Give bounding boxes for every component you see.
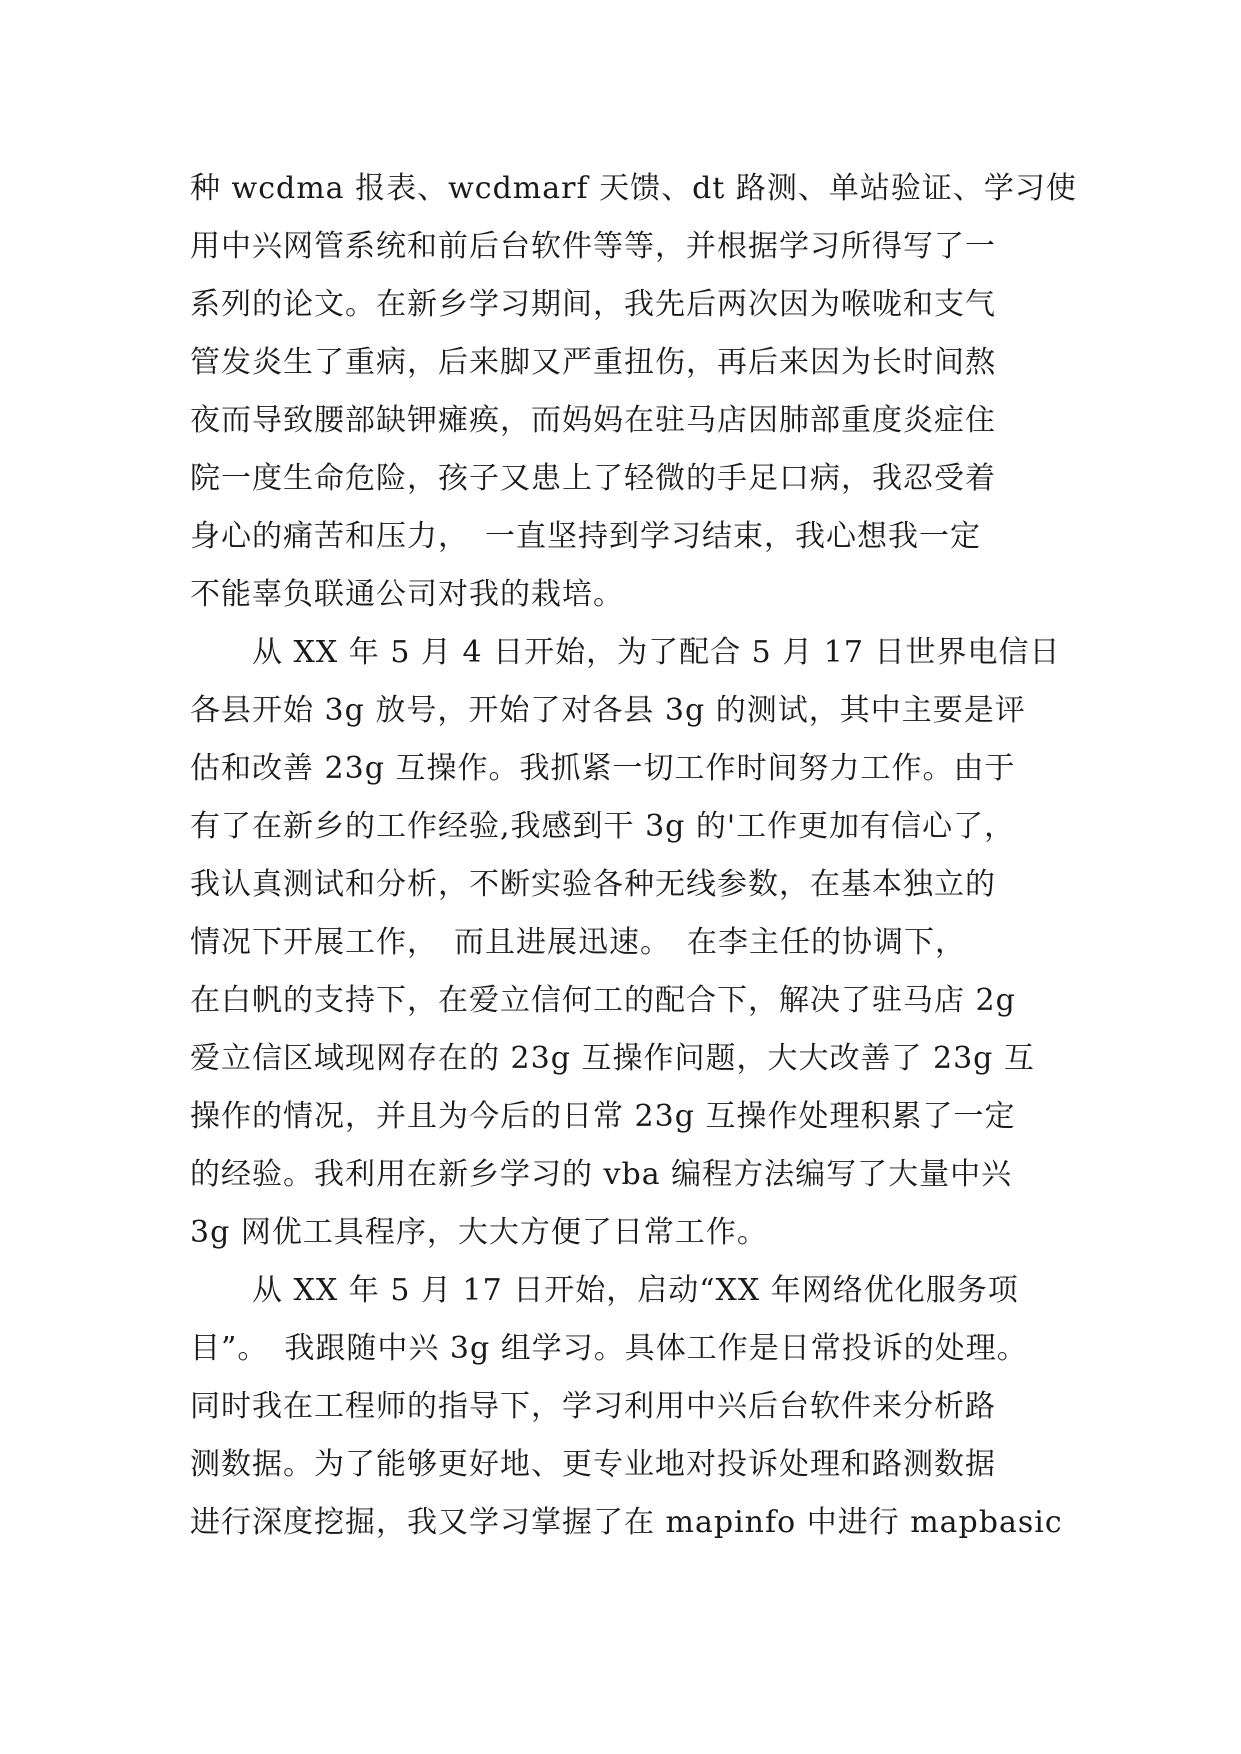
text-line: 管发炎生了重病，后来脚又严重扭伤，再后来因为长时间熬 xyxy=(190,345,996,380)
text-line: 有了在新乡的工作经验,我感到干 3g 的'工作更加有信心了， xyxy=(190,809,1016,844)
body-text xyxy=(190,160,1077,1552)
text-line: 进行深度挖掘，我又学习掌握了在 mapinfo 中进行 mapbasic xyxy=(190,1505,1063,1540)
text-line: 各县开始 3g 放号，开始了对各县 3g 的测试，其中主要是评 xyxy=(190,693,1026,728)
text-line: 从 XX 年 5 月 4 日开始，为了配合 5 月 17 日世界电信日 xyxy=(190,635,1061,670)
text-line: 估和改善 23g 互操作。我抓紧一切工作时间努力工作。由于 xyxy=(190,751,1016,786)
text-line: 同时我在工程师的指导下，学习利用中兴后台软件来分析路 xyxy=(190,1389,996,1424)
text-line: 我认真测试和分析，不断实验各种无线参数，在基本独立的 xyxy=(190,867,996,902)
text-line: 情况下开展工作， 而且进展迅速。 在李主任的协调下， xyxy=(190,925,966,960)
text-line: 不能辜负联通公司对我的栽培。 xyxy=(190,577,624,612)
text-line: 身心的痛苦和压力， 一直坚持到学习结束，我心想我一定 xyxy=(190,519,981,554)
text-line: 院一度生命危险，孩子又患上了轻微的手足口病，我忍受着 xyxy=(190,461,996,496)
text-line: 3g 网优工具程序，大大方便了日常工作。 xyxy=(190,1215,768,1250)
text-line: 种 wcdma 报表、wcdmarf 天馈、dt 路测、单站验证、学习使 xyxy=(190,171,1077,206)
text-line: 测数据。为了能够更好地、更专业地对投诉处理和路测数据 xyxy=(190,1447,996,1482)
text-line: 操作的情况，并且为今后的日常 23g 互操作处理积累了一定 xyxy=(190,1099,1016,1134)
text-line: 爱立信区域现网存在的 23g 互操作问题，大大改善了 23g 互 xyxy=(190,1041,1035,1076)
text-line: 的经验。我利用在新乡学习的 vba 编程方法编写了大量中兴 xyxy=(190,1157,1013,1192)
text-line: 从 XX 年 5 月 17 日开始，启动“XX 年网络优化服务项 xyxy=(190,1273,1019,1308)
text-line: 在白帆的支持下，在爱立信何工的配合下，解决了驻马店 2g xyxy=(190,983,1016,1018)
text-line: 夜而导致腰部缺钾瘫痪，而妈妈在驻马店因肺部重度炎症住 xyxy=(190,403,996,438)
text-line: 目”。 我跟随中兴 3g 组学习。具体工作是日常投诉的处理。 xyxy=(190,1331,1028,1366)
text-line: 用中兴网管系统和前后台软件等等，并根据学习所得写了一 xyxy=(190,229,996,264)
text-line: 系列的论文。在新乡学习期间，我先后两次因为喉咙和支气 xyxy=(190,287,996,322)
